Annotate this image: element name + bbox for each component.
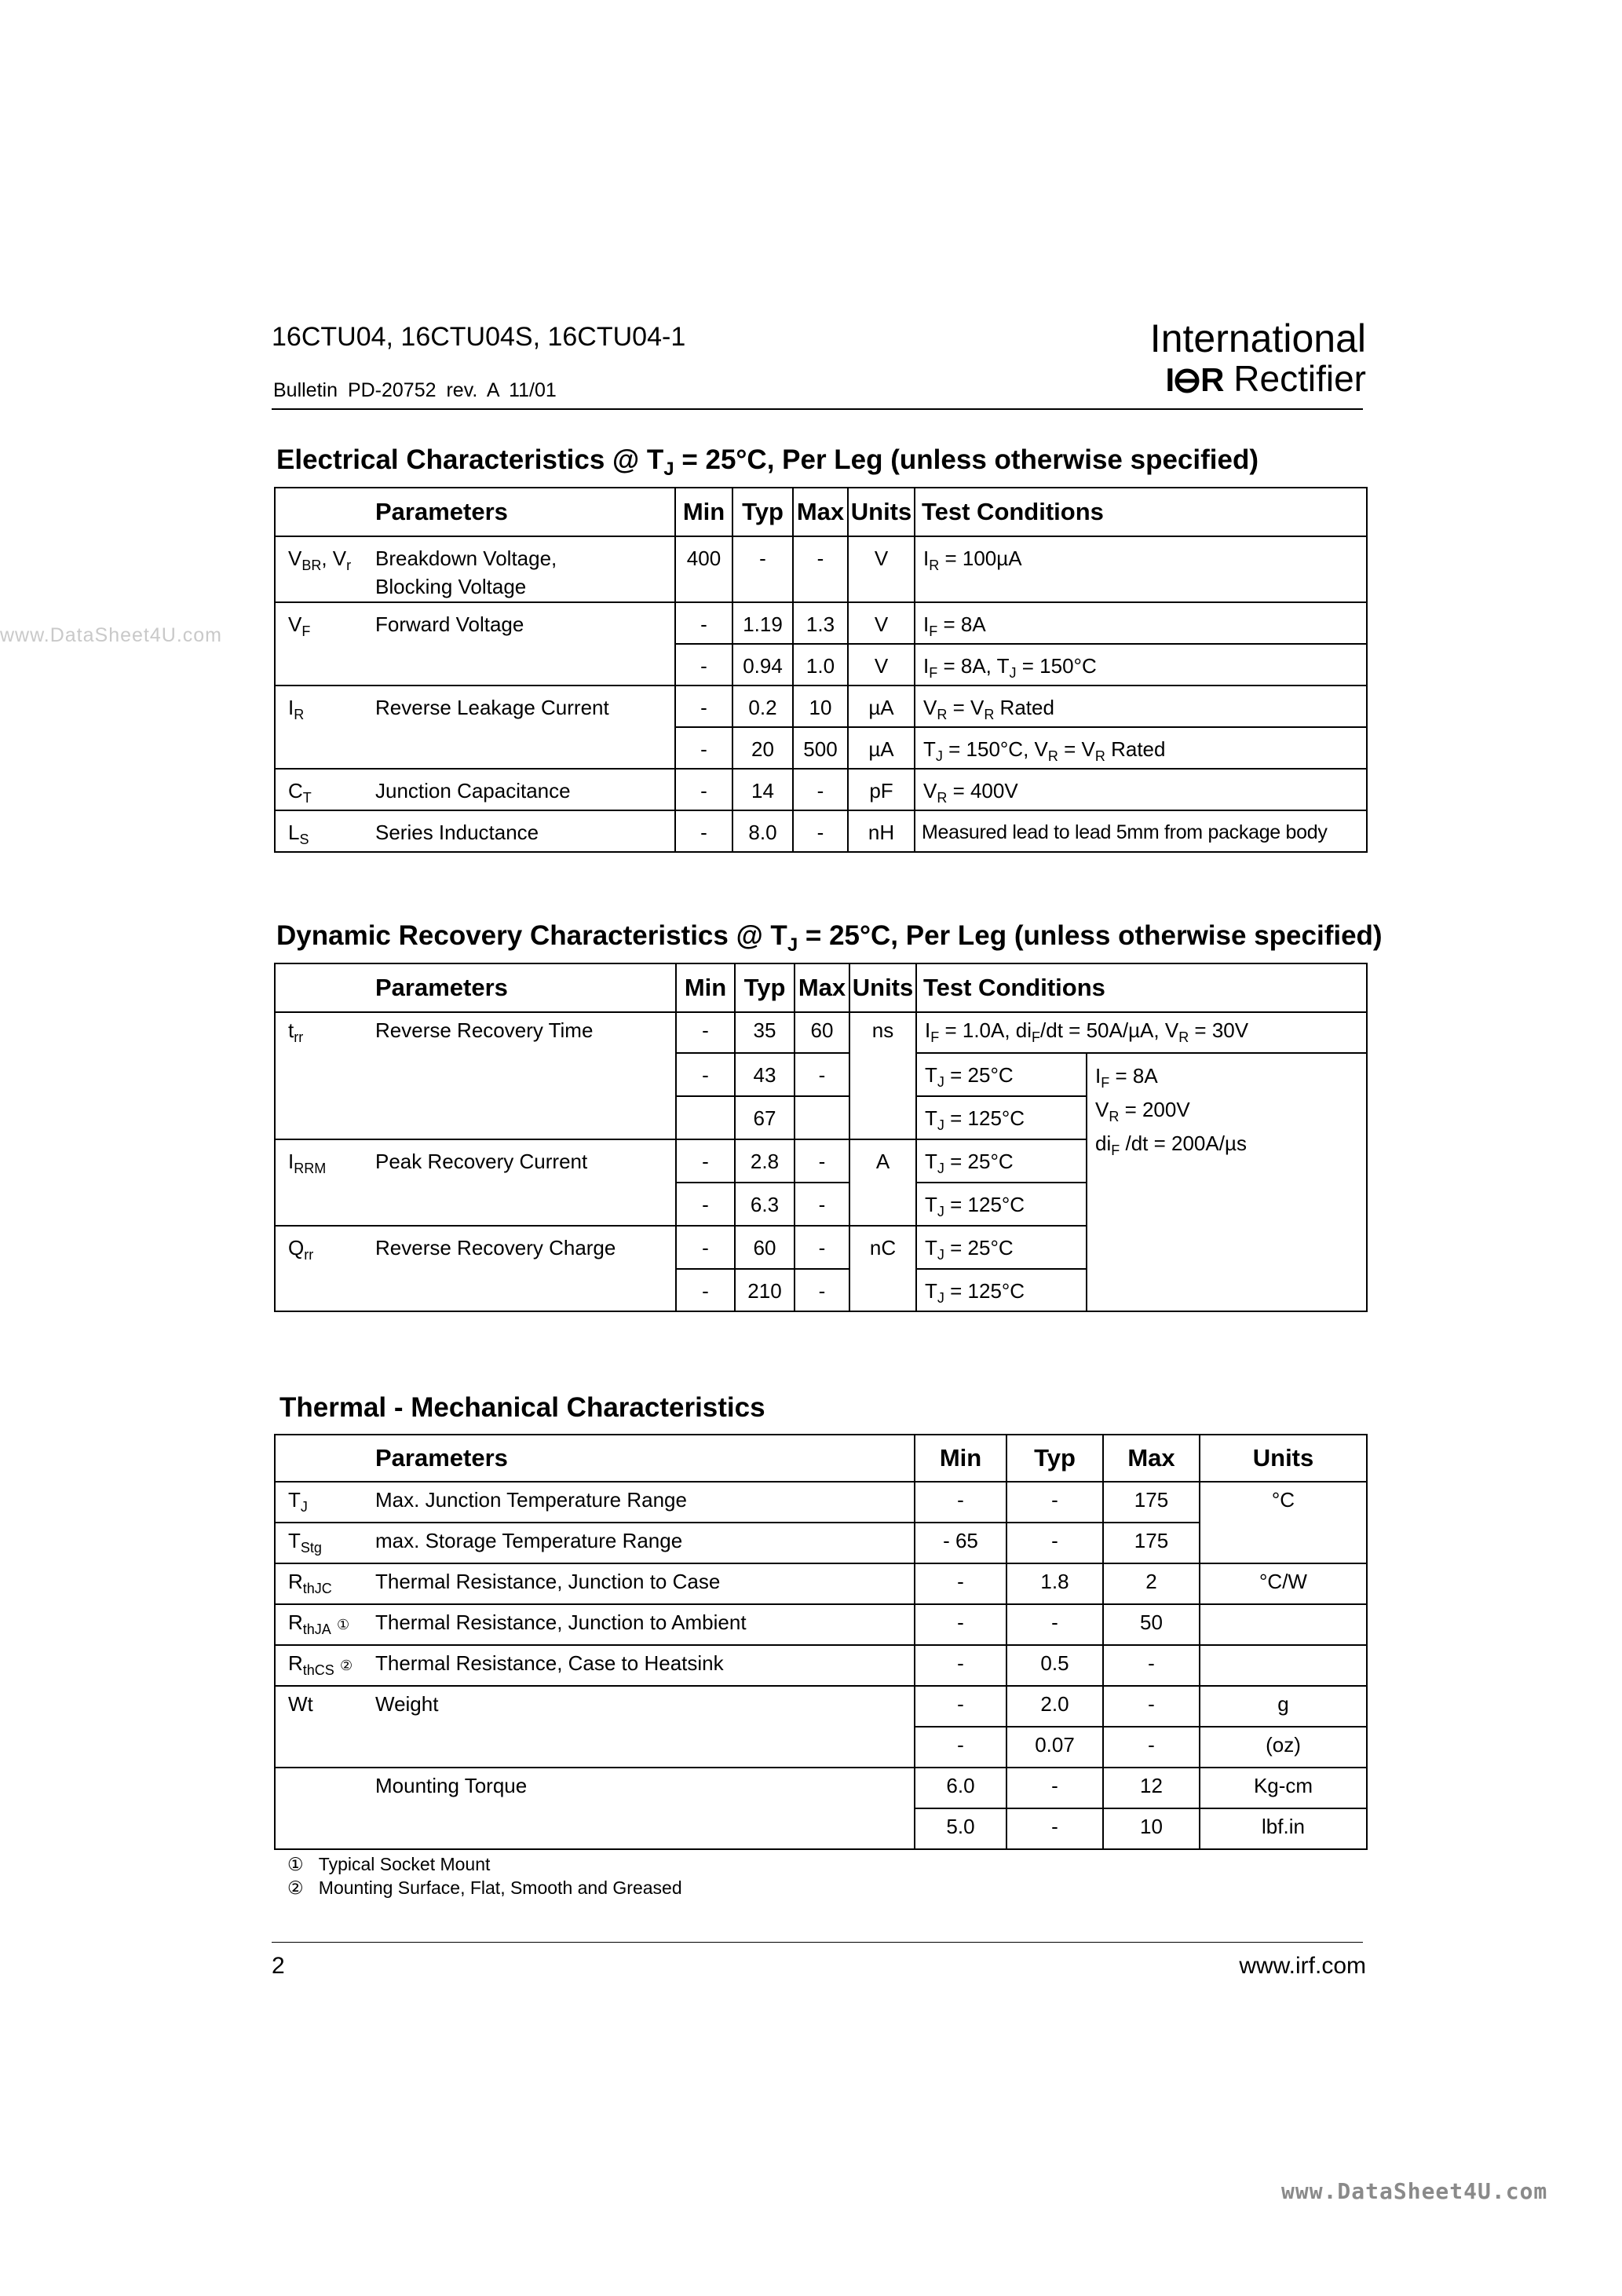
col-max: Max (1103, 1435, 1200, 1482)
table-row: $C_T$ Junction Capacitance - 14 - pF $V_R = 400V$ (275, 769, 1367, 810)
watermark-right: www.DataSheet4U.com (1281, 2178, 1548, 2204)
table-row: $Q_{rr}$ Reverse Recovery Charge - 60 - nC $T_J = 25^\circ C$ (275, 1226, 1367, 1269)
footnote-2-ref: ② (340, 1658, 353, 1673)
table-row: $t_{rr}$ Reverse Recovery Time - 35 60 ns $I_F = 1.0A$, $di_F/dt = 50A/\mu A$, $V_R = 30V$ (275, 1012, 1367, 1053)
col-units: Units (848, 488, 915, 536)
footnote-1-ref: ① (337, 1617, 350, 1632)
table-row: Wt Weight - 2.0 - g (275, 1686, 1367, 1727)
col-typ: Typ (732, 488, 793, 536)
table-row: - 0.07 - (oz) (275, 1727, 1367, 1768)
logo-ior-o-icon (1174, 368, 1200, 393)
logo-international: International (1149, 316, 1366, 360)
table-row: $R_{thJC}$ Thermal Resistance, Junction to Case - 1.8 2 °C/W (275, 1563, 1367, 1604)
table-row: $R_{thJA}$ ① Thermal Resistance, Junction to Ambient - - 50 (275, 1604, 1367, 1645)
dynamic-table (274, 963, 1368, 1312)
col-max: Max (795, 963, 849, 1012)
common-test-conditions: $I_F = 8A$ $V_R = 200V$ $di_F$ /dt = 200A/µs (1087, 1053, 1367, 1311)
table-row: - 0.94 1.0 V $I_F = 8A$, $T_J = 150^\circ C$ (275, 644, 1367, 686)
table-row: 5.0 - 10 lbf.in (275, 1808, 1367, 1849)
col-test-conditions: Test Conditions (915, 488, 1367, 536)
table-header-row (275, 963, 1367, 1012)
table-row: 67 $T_J = 125^\circ C$ (275, 1096, 1367, 1139)
page-number: 2 (272, 1953, 285, 1979)
col-max: Max (793, 488, 848, 536)
col-parameters: Parameters (375, 1435, 915, 1482)
watermark-left: www.DataSheet4U.com (0, 624, 223, 646)
table-row: Mounting Torque 6.0 - 12 Kg-cm (275, 1768, 1367, 1808)
thermal-table (274, 1434, 1368, 1850)
footer-rule (272, 1942, 1363, 1943)
table-row: - 6.3 - $T_J = 125^\circ C$ (275, 1183, 1367, 1226)
table-header-row (275, 488, 1367, 536)
footer-url[interactable]: www.irf.com (1239, 1953, 1366, 1979)
logo-rectifier-line: I R Rectifier (1165, 358, 1366, 399)
col-parameters: Parameters (375, 488, 675, 536)
table-row: $R_{thCS}$ ② Thermal Resistance, Case to Heatsink - 0.5 - (275, 1645, 1367, 1686)
table-row: - 20 500 µA $T_J = 150^\circ C$, $V_R = V_R$ Rated (275, 727, 1367, 769)
electrical-section-title: Electrical Characteristics @ $T_J = 25^\circ C$, Per Leg (unless otherwise specified) (276, 444, 1259, 480)
company-logo (1083, 318, 1366, 400)
header-rule (272, 408, 1363, 410)
table-row: $T_{Stg}$ max. Storage Temperature Range - 65 - 175 (275, 1523, 1367, 1563)
col-units: Units (849, 963, 916, 1012)
table-row: $I_R$ Reverse Leakage Current - 0.2 10 µA $V_R = V_R$ Rated (275, 686, 1367, 727)
table-row: $V_F$ Forward Voltage - 1.19 1.3 V $I_F = 8A$ (275, 602, 1367, 644)
col-units: Units (1200, 1435, 1367, 1482)
table-row: $I_{RRM}$ Peak Recovery Current - 2.8 - A $T_J = 25^\circ C$ (275, 1139, 1367, 1183)
col-typ: Typ (735, 963, 795, 1012)
col-min: Min (915, 1435, 1006, 1482)
logo-ior-mark: I R (1165, 361, 1224, 398)
dynamic-section-title: Dynamic Recovery Characteristics @ $T_J = 25^\circ C$, Per Leg (unless otherwise specified) (276, 920, 1383, 956)
electrical-table (274, 487, 1368, 853)
document-title: 16CTU04, 16CTU04S, 16CTU04-1 (272, 322, 686, 352)
table-header-row (275, 1435, 1367, 1482)
col-test-conditions: Test Conditions (916, 963, 1367, 1012)
col-typ: Typ (1006, 1435, 1103, 1482)
table-row: $T_J$ Max. Junction Temperature Range - - 175 °C (275, 1482, 1367, 1523)
footnote-2: ② Mounting Surface, Flat, Smooth and Greased (287, 1877, 682, 1898)
thermal-section-title: Thermal - Mechanical Characteristics (279, 1392, 765, 1423)
col-parameters: Parameters (375, 963, 676, 1012)
table-row: - 210 - $T_J = 125^\circ C$ (275, 1269, 1367, 1311)
col-min: Min (676, 963, 735, 1012)
table-row: $V_{BR}$, $V_r$ Breakdown Voltage, Blocking Voltage 400 - - V $I_R = 100\mu A$ (275, 536, 1367, 602)
col-min: Min (675, 488, 732, 536)
table-row: - 43 - $T_J = 25^\circ C$ $I_F = 8A$ $V_R = 200V$ $di_F$ /dt = 200A/µs (275, 1053, 1367, 1096)
table-row: $L_S$ Series Inductance - 8.0 - nH Measured lead to lead 5mm from package body (275, 810, 1367, 852)
footnote-1: ① Typical Socket Mount (287, 1854, 491, 1874)
bulletin-number: Bulletin PD-20752 rev. A 11/01 (273, 379, 557, 401)
